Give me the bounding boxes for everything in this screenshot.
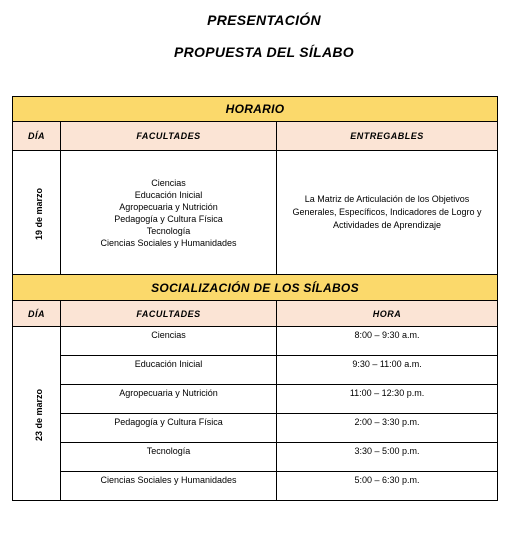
- faculty-item: Educación Inicial: [134, 189, 203, 200]
- faculty-item: Pedagogía y Cultura Física: [114, 213, 223, 224]
- time-cell: 3:30 – 5:00 p.m.: [277, 443, 498, 472]
- header-deliverables: ENTREGABLES: [277, 122, 498, 151]
- header-time: HORA: [277, 301, 498, 327]
- table-row: [13, 414, 498, 443]
- faculty-item: Ciencias: [151, 177, 186, 188]
- time-cell: 8:00 – 9:30 a.m.: [277, 327, 498, 356]
- socializacion-band: SOCIALIZACIÓN DE LOS SÍLABOS: [13, 275, 498, 301]
- header-faculties: FACULTADES: [61, 122, 277, 151]
- deliverable-cell: La Matriz de Articulación de los Objetivos Generales, Específicos, Indicadores de Logro y Actividades de Aprendizaje: [277, 151, 498, 275]
- faculties-list-cell: [61, 151, 277, 275]
- time-cell: 5:00 – 6:30 p.m.: [277, 472, 498, 501]
- horario-band: HORARIO: [13, 97, 498, 122]
- faculty-cell: Tecnología: [61, 443, 277, 472]
- date-cell-socialization: [13, 327, 61, 501]
- faculty-cell: Educación Inicial: [61, 356, 277, 385]
- schedule-table: [12, 96, 498, 501]
- table-row: [13, 443, 498, 472]
- date-label: 19 de marzo: [34, 187, 45, 240]
- faculty-item: Agropecuaria y Nutrición: [119, 201, 218, 212]
- faculty-cell: Ciencias Sociales y Humanidades: [61, 472, 277, 501]
- date-cell-presentation: [13, 151, 61, 275]
- table-row: [13, 472, 498, 501]
- time-cell: 11:00 – 12:30 p.m.: [277, 385, 498, 414]
- document-title: PRESENTACIÓN: [207, 12, 321, 28]
- table-row: [13, 327, 498, 356]
- date-label: 23 de marzo: [34, 388, 45, 441]
- time-cell: 2:00 – 3:30 p.m.: [277, 414, 498, 443]
- table-row: [13, 385, 498, 414]
- faculty-cell: Pedagogía y Cultura Física: [61, 414, 277, 443]
- faculty-item: Ciencias Sociales y Humanidades: [100, 237, 237, 248]
- header-faculties: FACULTADES: [61, 301, 277, 327]
- header-day: DÍA: [13, 301, 61, 327]
- time-cell: 9:30 – 11:00 a.m.: [277, 356, 498, 385]
- faculty-cell: Agropecuaria y Nutrición: [61, 385, 277, 414]
- faculty-item: Tecnología: [146, 225, 191, 236]
- table-row: [13, 356, 498, 385]
- header-day: DÍA: [13, 122, 61, 151]
- document-subtitle: PROPUESTA DEL SÍLABO: [174, 44, 354, 60]
- faculty-cell: Ciencias: [61, 327, 277, 356]
